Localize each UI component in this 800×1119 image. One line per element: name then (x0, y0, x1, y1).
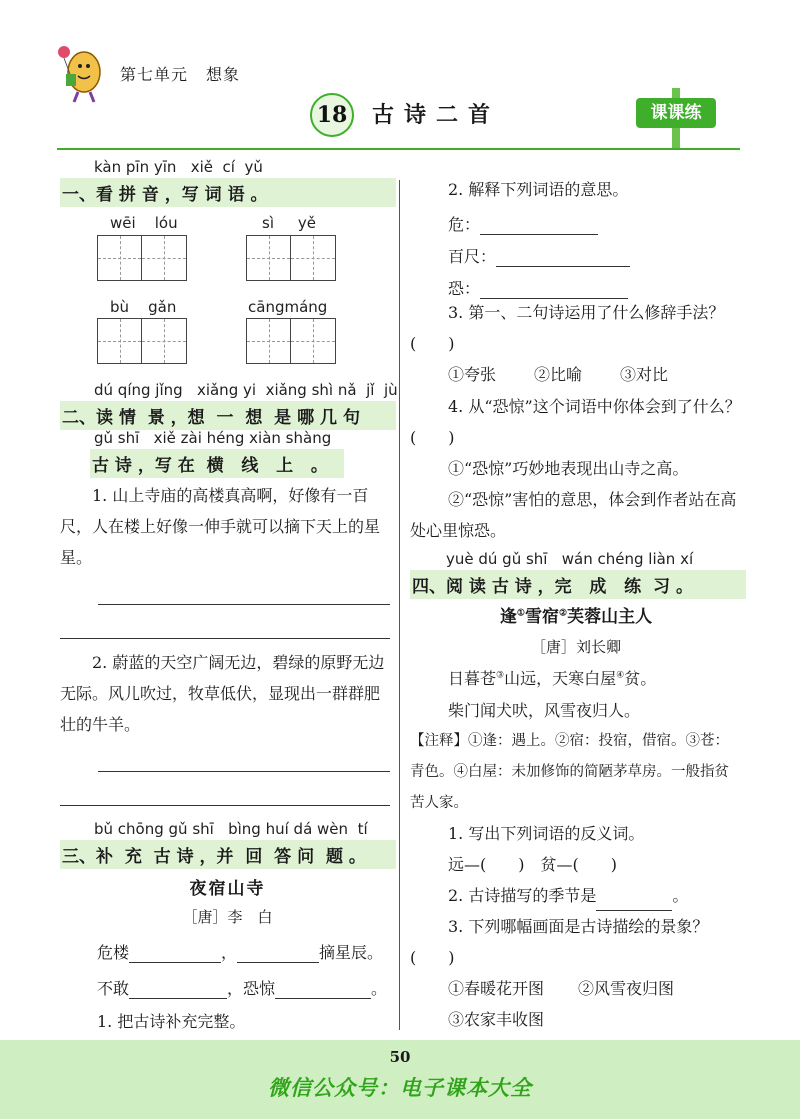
s2-question-2: 2. 蔚蓝的天空广阔无边，碧绿的原野无边无际。风儿吹过，牧草低伏，显现出一群群肥壮的牛羊。 (60, 653, 385, 734)
option[interactable]: ②比喻 (534, 365, 583, 384)
s3-title: 三、补 充 古 诗 ，并 回 答 问 题 。 (60, 840, 396, 869)
r-question-2: 2. 解释下列词语的意思。 (448, 180, 629, 199)
fill-blank[interactable] (275, 980, 371, 999)
option[interactable]: ①春暖花开图 (448, 979, 545, 998)
word-label: 恐： (448, 279, 481, 298)
r-question-4: 4. 从“恐惊”这个词语中你体会到了什么？( ) (410, 397, 741, 447)
s2-title-2: 古 诗 ，写 在 横 线 上 。 (90, 449, 344, 478)
unit-name: 第七单元 (120, 65, 189, 84)
note-marker: ② (559, 608, 568, 619)
answer-line[interactable] (98, 771, 390, 772)
writing-box-weilou[interactable] (97, 235, 187, 281)
option[interactable]: ②风雪夜归图 (578, 979, 675, 998)
s4-question-1: 1. 写出下列词语的反义词。 (448, 824, 645, 843)
writing-box-bugan[interactable] (97, 318, 187, 364)
poem2-line-1 (448, 666, 656, 689)
note-marker: ③ (496, 670, 505, 681)
wechat-watermark: 微信公众号：电子课本大全 (268, 1076, 532, 1100)
box4-pinyin: cāngmáng (248, 298, 328, 316)
box1-pinyin: wēi lóu (110, 214, 178, 232)
answer-blank[interactable] (596, 892, 672, 911)
r-question-4-option-2[interactable]: ②“恐惊”害怕的意思，体会到作者站在高处心里惊恐。 (410, 490, 737, 540)
writing-box-siye[interactable] (246, 235, 336, 281)
poem-title-text: 逢 (499, 607, 517, 627)
s4-pinyin: yuè dú gǔ shī wán chéng liàn xí (446, 550, 694, 568)
s3-pinyin: bǔ chōng gǔ shī bìng huí dá wèn tí (94, 820, 368, 838)
exercise-tag: 课课练 (636, 98, 716, 128)
r-question-4-option-1[interactable]: ①“恐惊”巧妙地表现出山寺之高。 (448, 459, 689, 478)
note-marker: ① (516, 608, 525, 619)
fill-blank[interactable] (129, 944, 221, 963)
answer-blank[interactable] (480, 216, 598, 235)
poem-author-liuchangqing: ［唐］刘长卿 (530, 638, 621, 656)
poem-title-text: 雪宿 (525, 607, 559, 627)
s4-question-3-options-row1 (448, 973, 674, 1004)
poem-text: ， (221, 943, 238, 962)
s1-pinyin: kàn pīn yīn xiě cí yǔ (94, 158, 263, 176)
s4-question-2 (448, 880, 688, 911)
word-label: 百尺： (448, 247, 497, 266)
poem-text: 摘星辰。 (319, 943, 384, 962)
poem-line-2 (97, 976, 387, 999)
unit-label (120, 62, 258, 85)
box3-pinyin: bù gǎn (110, 298, 177, 316)
poem-text: 山远，天寒白屋 (504, 669, 617, 688)
word-kong (448, 276, 628, 299)
poem2-line-2: 柴门闻犬吠，风雪夜归人。 (448, 701, 641, 720)
poem-text: ，恐惊 (227, 979, 276, 998)
poem-title-fengxue (410, 602, 742, 627)
poem-text: 贫。 (624, 669, 657, 688)
s4-title: 四、阅 读 古 诗 ，完 成 练 习 。 (410, 570, 746, 599)
answer-blank[interactable] (496, 248, 630, 267)
fill-blank[interactable] (237, 944, 319, 963)
word-wei (448, 212, 598, 235)
answer-line[interactable] (98, 604, 390, 605)
header-rule (57, 148, 740, 150)
poem-author-libai: ［唐］李 白 (182, 908, 273, 926)
poem-line-1 (97, 940, 383, 963)
answer-line[interactable] (60, 805, 390, 806)
word-baichi (448, 244, 630, 267)
s3-question-1: 1. 把古诗补充完整。 (97, 1012, 246, 1031)
box2-pinyin: sì yě (262, 214, 316, 232)
r-question-3-options (448, 359, 668, 390)
poem-notes: 【注释】①逢：遇上。②宿：投宿，借宿。③苍：青色。④白屋：未加修饰的简陋茅草房。一般指贫苦人家。 (410, 733, 729, 811)
poem-text: 日暮苍 (448, 669, 497, 688)
s4-question-1-antonyms[interactable]: 远—( ) 贫—( ) (448, 855, 617, 874)
poem-title-text: 芙蓉山主人 (567, 607, 653, 627)
answer-line[interactable] (60, 638, 390, 639)
s4-question-3-option-3[interactable]: ③农家丰收图 (448, 1010, 545, 1029)
s2-pinyin-2: gǔ shī xiě zài héng xiàn shàng (94, 429, 332, 447)
lesson-number-badge: 18 (310, 93, 354, 137)
mascot-illustration (52, 42, 112, 104)
fill-blank[interactable] (129, 980, 227, 999)
writing-box-cangmang[interactable] (246, 318, 336, 364)
s2-pinyin-1: dú qíng jǐng xiǎng yi xiǎng shì nǎ jǐ jù (94, 381, 398, 399)
question-text: 2. 古诗描写的季节是 (448, 886, 597, 905)
lesson-title: 古诗二首 (372, 102, 501, 128)
option[interactable]: ①夸张 (448, 365, 497, 384)
word-label: 危： (448, 215, 481, 234)
poem-text: 。 (371, 979, 388, 998)
s1-title: 一、看 拼 音 ，写 词 语 。 (60, 178, 396, 207)
unit-theme: 想象 (206, 65, 241, 84)
option[interactable]: ③对比 (620, 365, 669, 384)
poem-title-yesushansi: 夜宿山寺 (189, 879, 266, 899)
s2-question-1: 1. 山上寺庙的高楼真高啊，好像有一百尺，人在楼上好像一伸手就可以摘下天上的星星。 (60, 486, 381, 567)
column-divider (399, 180, 400, 1030)
page-number: 50 (389, 1048, 411, 1066)
question-text: 。 (672, 886, 689, 905)
s4-question-3: 3. 下列哪幅画面是古诗描绘的景象？( ) (410, 917, 709, 967)
r-question-3: 3. 第一、二句诗运用了什么修辞手法？( ) (410, 303, 725, 353)
note-marker: ④ (616, 670, 625, 681)
poem-text: 不敢 (97, 979, 130, 998)
s2-title-1: 二、读 情 景 ，想 一 想 是 哪 几 句 (60, 401, 396, 430)
poem-text: 危楼 (97, 943, 130, 962)
